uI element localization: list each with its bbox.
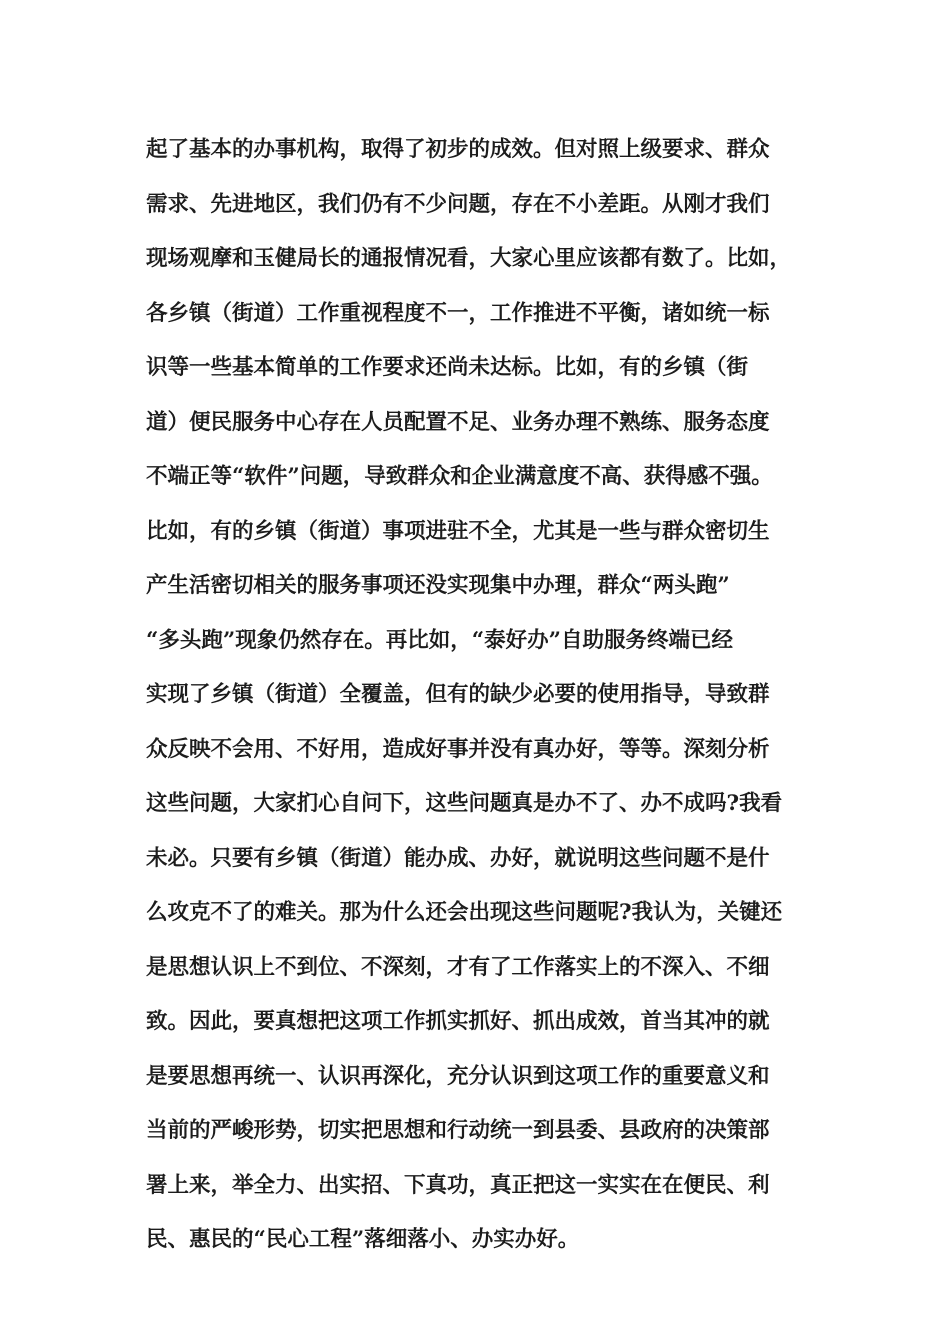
text-line: 民、惠民的“民心工程”落细落小、办实办好。 <box>146 1227 580 1252</box>
text-line: 需求、先进地区，我们仍有不少问题，存在不小差距。从刚才我们 <box>146 191 770 217</box>
text-line: 众反映不会用、不好用，造成好事并没有真办好，等等。深刻分析 <box>146 736 770 762</box>
text-line: 现场观摩和玉健局长的通报情况看，大家心里应该都有数了。比如， <box>146 246 792 271</box>
text-line: 么攻克不了的难关。那为什么还会出现这些问题呢?我认为，关键还 <box>146 900 783 925</box>
text-line: 致。因此，要真想把这项工作抓实抓好、抓出成效，首当其冲的就 <box>146 1009 770 1034</box>
text-line: 署上来，举全力、出实招、下真功，真正把这一实实在在便民、利 <box>146 1172 770 1198</box>
text-line: “多头跑”现象仍然存在。再比如，“泰好办”自助服务终端已经 <box>146 627 733 653</box>
text-line: 是思想认识上不到位、不深刻，才有了工作落实上的不深入、不细 <box>146 954 770 980</box>
text-line: 这些问题，大家扪心自问下，这些问题真是办不了、办不成吗?我看 <box>146 791 783 816</box>
body-paragraph <box>146 128 816 1273</box>
text-line: 起了基本的办事机构，取得了初步的成效。但对照上级要求、群众 <box>146 137 770 162</box>
text-line: 不端正等“软件”问题，导致群众和企业满意度不高、获得感不强。 <box>146 464 773 489</box>
text-line: 产生活密切相关的服务事项还没实现集中办理，群众“两头跑” <box>146 573 730 598</box>
text-line: 各乡镇（街道）工作重视程度不一，工作推进不平衡，诸如统一标 <box>146 300 770 326</box>
text-line: 当前的严峻形势，切实把思想和行动统一到县委、县政府的决策部 <box>146 1118 770 1143</box>
text-line: 未必。只要有乡镇（街道）能办成、办好，就说明这些问题不是什 <box>146 845 770 871</box>
text-line: 比如，有的乡镇（街道）事项进驻不全，尤其是一些与群众密切生 <box>146 518 770 544</box>
text-line: 道）便民服务中心存在人员配置不足、业务办理不熟练、服务态度 <box>146 409 770 435</box>
text-line: 识等一些基本简单的工作要求还尚未达标。比如，有的乡镇（街 <box>146 355 749 380</box>
text-line: 实现了乡镇（街道）全覆盖，但有的缺少必要的使用指导，导致群 <box>146 682 770 707</box>
text-line: 是要思想再统一、认识再深化，充分认识到这项工作的重要意义和 <box>146 1063 770 1089</box>
